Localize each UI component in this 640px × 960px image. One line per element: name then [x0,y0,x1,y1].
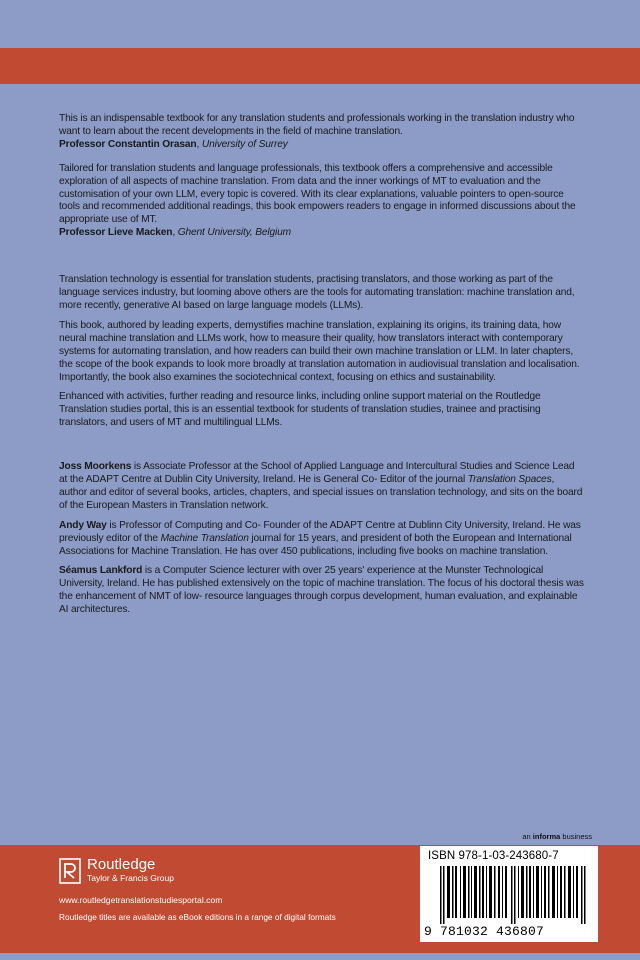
barcode-panel [420,846,598,942]
endorser-name: Professor Lieve Macken [59,227,173,239]
endorsement-quote: Tailored for translation students and language professionals, this textbook offers a comprehensive and accessible exploration of all aspects of machine translation. From data and the inner workings of MT to evaluation and the customisation of your own LLM, every topic is covered. With its clear explanations, valuable pointers to open-source tools and recommended additional readings, this book empowers readers to engage in informed discussions about the appropriate use of MT. [59,162,576,226]
ebook-note: Routledge titles are available as eBook editions in a range of digital formats [59,912,336,922]
author-name: Andy Way [59,519,107,531]
endorsement-quote: This is an indispensable textbook for any translation students and professionals working in the translation industry who want to learn about the recent developments in the field of machine translation. [59,113,575,137]
journal-title: Translation Spaces [467,474,552,486]
description-paragraph: This book, authored by leading experts, demystifies machine translation, explaining its origins, its training data, how neural machine translation and LLMs work, how to measure their quality, how translators interact with contemporary systems for automating translation, and how readers can build their own machine translation or LLM. In later chapters, the scope of the book expands to look more broadly at translation automation in audiovisual translation and localisation. Importantly, the book also examines the sociotechnical context, focusing on ethics and sustainability. [59,319,580,383]
portal-url: www.routledgetranslationstudiesportal.com [59,895,223,905]
publisher-logo [59,857,174,884]
endorser-name: Professor Constantin Orasan [59,138,197,150]
publisher-name: Routledge [87,856,156,873]
routledge-logo-icon [59,858,81,884]
author-bio-text: is Associate Professor at the School of Applied Language and Intercultural Studies and Science Lead at the ADAPT Centre at Dublin City University, Ireland. He is General Co- Editor of the journal [59,461,575,486]
author-bio [59,520,584,559]
endorsement-attribution: Professor Constantin Orasan, University of Surrey [59,138,288,150]
description-paragraph: Translation technology is essential for translation students, practising translators, and those working as part of the language services industry, but looming above others are the tools for automating translation: machine translation and, more recently, generative AI based on large language models (LLMs). [59,274,575,311]
publisher-group: Taylor & Francis Group [87,873,174,883]
author-name: Séamus Lankford [59,565,143,577]
author-name: Joss Moorkens [59,461,132,473]
endorser-affiliation: Ghent University, Belgium [177,227,291,239]
barcode-icon [440,866,590,924]
endorser-affiliation: University of Surrey [201,138,288,150]
author-bio-text: , author and editor of several books, articles, chapters, and special issues on translation technology, and sits on the board of the European Masters in Translation network. [59,474,583,511]
barcode-digits: 9 781032 436807 [424,924,545,939]
back-cover-text [59,113,584,624]
author-bio-text: is Professor of Computing and Co- Founder of the ADAPT Centre at Dublinn City University, Ireland. He was previously editor of the [59,519,581,544]
author-bio-text: journal for 15 years, and president of both the European and International Associations for Machine Translation. He has over 450 publications, including five books on machine translation. [59,532,572,557]
journal-title: Machine Translation [160,532,249,544]
author-bio [59,461,584,513]
author-bio-text: is a Computer Science lecturer with over 25 years' experience at the Munster Technological University, Ireland. He has published extensively on the topic of machine translation. The focus of his doctoral thesis was the enhancement of NMT of low- resource languages through corpus development, human evaluation, and explainable AI architectures. [59,565,584,616]
top-color-band [0,48,640,84]
description-paragraph: Enhanced with activities, further reading and resource links, including online support material on the Routledge Translation studies portal, this is an essential textbook for students of translation studies, trainee and practising translators, and users of MT and multilingual LLMs. [59,391,541,429]
author-bio [59,565,584,617]
endorsement-attribution: Professor Lieve Macken, Ghent University, Belgium [59,227,291,239]
isbn-label: ISBN 978-1-03-243680-7 [428,850,559,862]
informa-business-label: an informa business [522,832,592,841]
